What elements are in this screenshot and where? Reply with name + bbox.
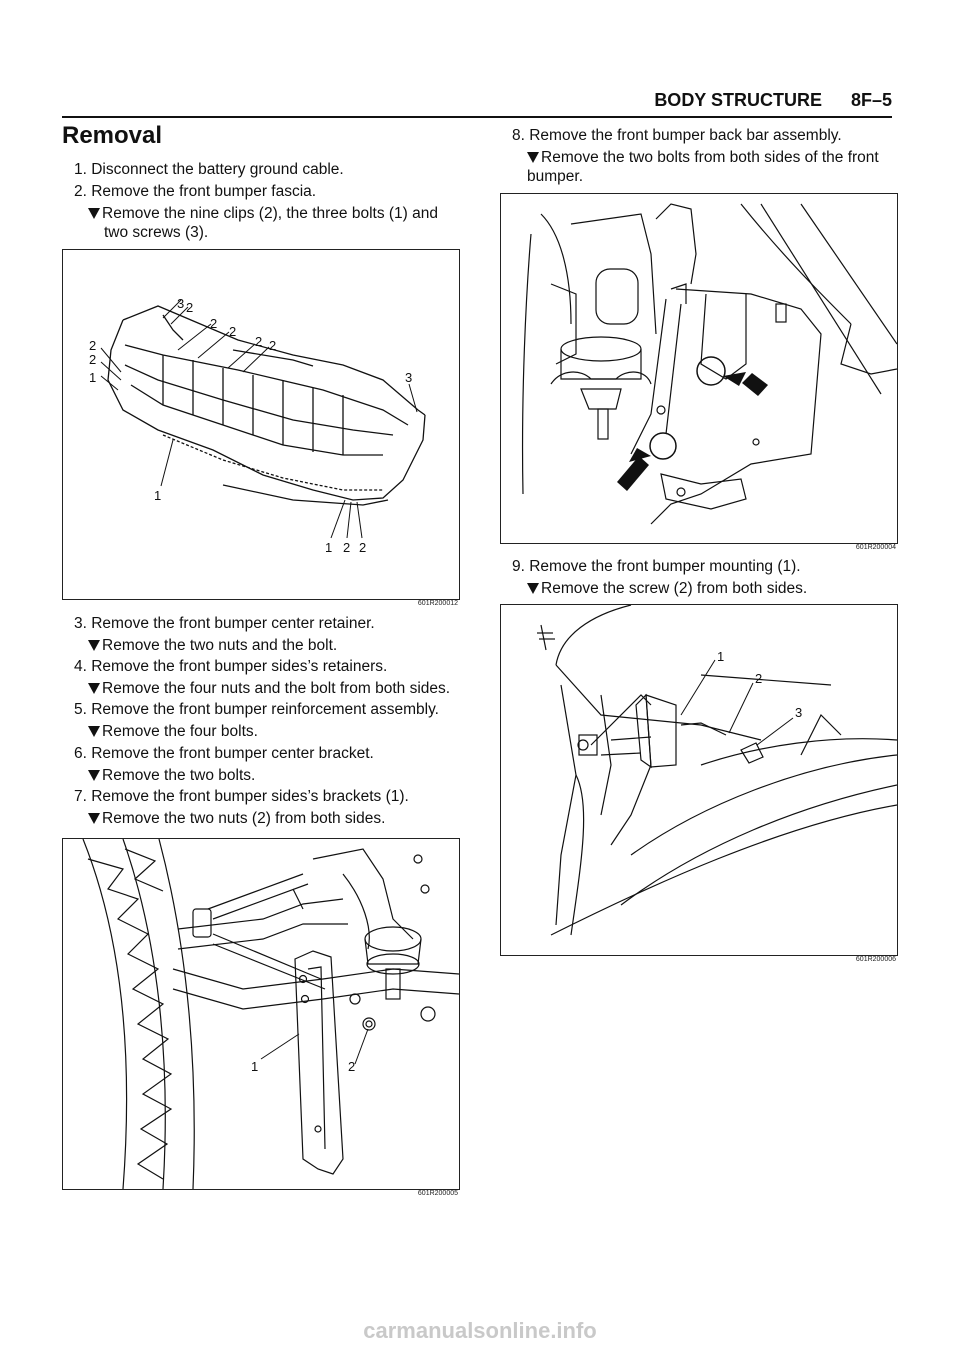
step-8-bullet: Remove the two bolts from both sides of the front bumper. xyxy=(527,149,879,185)
figure-back-bar xyxy=(500,193,898,544)
callout-2-d: 2 xyxy=(255,334,263,349)
step-7: 7. Remove the front bumper sides’s brackets (1). xyxy=(74,788,409,805)
step-2: 2. Remove the front bumper fascia. xyxy=(74,183,317,200)
callout-2-f: 2 xyxy=(89,338,97,353)
step-1: 1. Disconnect the battery ground cable. xyxy=(74,161,344,178)
header-title: BODY STRUCTURE xyxy=(654,90,822,110)
figure-id-fig4: 601R200006 xyxy=(855,956,896,963)
figure-id-fig3: 601R200004 xyxy=(855,544,896,551)
side-bracket-illustration xyxy=(63,839,459,1189)
callout-2: 2 xyxy=(755,671,763,686)
callout-3: 3 xyxy=(795,705,803,720)
step-5-bullet: Remove the four bolts. xyxy=(88,722,258,741)
bullet-icon xyxy=(527,583,539,594)
step-3-bullet: Remove the two nuts and the bolt. xyxy=(88,636,337,655)
callout-1-bottom: 1 xyxy=(154,488,162,503)
callout-2-a: 2 xyxy=(186,300,194,315)
figure-id-fig1: 601R200012 xyxy=(417,600,458,607)
bullet-icon xyxy=(88,770,100,781)
callout-3-top: 3 xyxy=(177,296,185,311)
callout-1: 1 xyxy=(717,649,725,664)
callout-2-b: 2 xyxy=(210,316,218,331)
step-7-bullet: Remove the two nuts (2) from both sides. xyxy=(88,809,385,828)
step-8: 8. Remove the front bumper back bar assembly. xyxy=(512,127,842,144)
step-6: 6. Remove the front bumper center bracket. xyxy=(74,745,374,762)
step-6-bullet: Remove the two bolts. xyxy=(88,766,255,785)
bumper-mounting-illustration xyxy=(501,605,897,955)
callout-1-left: 1 xyxy=(89,370,97,385)
callout-2-lower-b: 2 xyxy=(359,540,367,555)
page-number: 8F–5 xyxy=(850,90,892,110)
bumper-fascia-illustration xyxy=(63,250,459,599)
figure-side-bracket xyxy=(62,838,460,1190)
bullet-icon xyxy=(88,640,100,651)
step-3: 3. Remove the front bumper center retainer. xyxy=(74,615,375,632)
callout-2: 2 xyxy=(348,1059,356,1074)
figure-bumper-fascia xyxy=(62,249,460,600)
callout-1-lower: 1 xyxy=(325,540,333,555)
watermark: carmanualsonline.info xyxy=(363,1318,597,1343)
bullet-icon xyxy=(88,813,100,824)
callout-2-c: 2 xyxy=(229,324,237,339)
callout-3-right: 3 xyxy=(405,370,413,385)
callout-2-lower-a: 2 xyxy=(343,540,351,555)
step-4: 4. Remove the front bumper sides’s retainers. xyxy=(74,658,388,675)
bullet-icon xyxy=(88,208,100,219)
step-2-bullet: Remove the nine clips (2), the three bolts (1) and two screws (3). xyxy=(88,204,462,242)
back-bar-illustration xyxy=(501,194,897,543)
callout-2-g: 2 xyxy=(89,352,97,367)
page-header xyxy=(62,88,892,118)
section-title: Removal xyxy=(62,122,163,149)
bullet-icon xyxy=(527,152,539,163)
step-5: 5. Remove the front bumper reinforcement assembly. xyxy=(74,701,439,718)
step-9: 9. Remove the front bumper mounting (1). xyxy=(512,558,801,575)
figure-id-fig2: 601R200005 xyxy=(417,1190,458,1197)
step-4-bullet: Remove the four nuts and the bolt from both sides. xyxy=(88,679,450,698)
figure-bumper-mounting xyxy=(500,604,898,956)
step-9-bullet: Remove the screw (2) from both sides. xyxy=(527,579,807,598)
bullet-icon xyxy=(88,683,100,694)
callout-1: 1 xyxy=(251,1059,259,1074)
callout-2-e: 2 xyxy=(269,338,277,353)
bullet-icon xyxy=(88,726,100,737)
